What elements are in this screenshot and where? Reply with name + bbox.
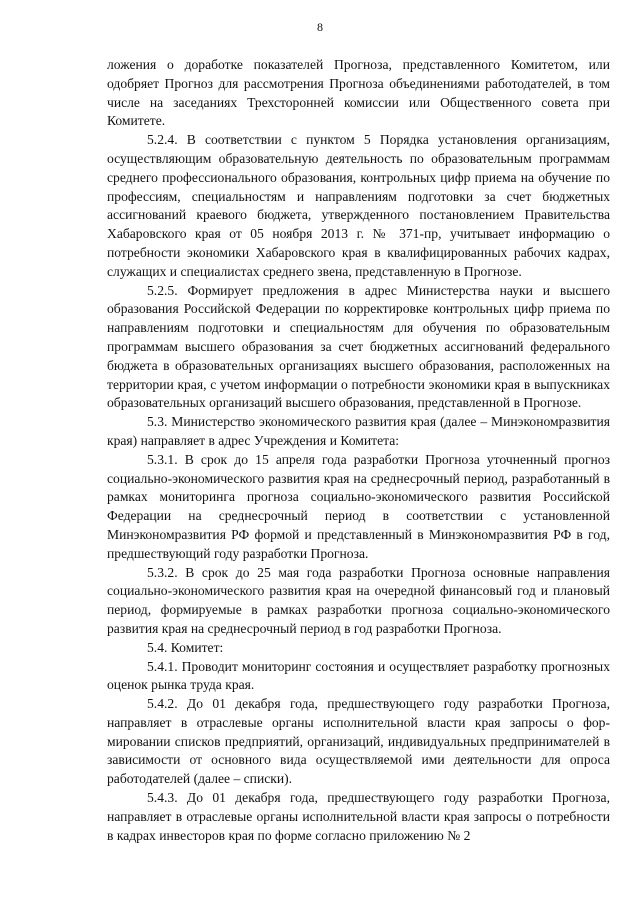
paragraph-5-4: 5.4. Комитет: — [147, 639, 224, 655]
paragraph-5-2-4: 5.2.4. В соответствии с пунктом 5 Порядка установления организациям, осуществляющим образовательную деятельность по образовательным программам среднего профессионального образования, контрольных цифр приема на обучение по профессиям, специальностям и направлениям подготовки за счет бюджетных ассигнований краевого бюджета, утвержденного постановлением Правительства Хабаровского края от 05 ноября 2013 г. № 371-пр, учитывает информацию о потребности экономики Хабаровского края в квалифицированных рабочих кадрах, служащих и специалистах среднего звена, представленную в Прогнозе. — [107, 132, 610, 279]
paragraph-5-3-1: 5.3.1. В срок до 15 апреля года разработки Прогноза уточненный прогноз социально-экономического развития края на среднесрочный период, разработанный в рамках мониторинга прогноза социально-экономического развития Российской Федерации на среднесрочный период в соответствии с установленной Минэкономразвития РФ формой и представленный в Минэкономразвития РФ в год, предшествующий году разработки Прогноза. — [107, 451, 610, 561]
paragraph-5-4-2: 5.4.2. До 01 декабря года, предшествующего году разработки Прогноза, направляет в отраслевые органы исполнительной власти края запросы о формировании списков предприятий, организаций, индивидуальных предпринимателей в зависимости от основного вида осуществляемой ими деятельности для опроса работодателей (далее – списки). — [107, 696, 610, 787]
paragraph-continuation: ложения о доработке показателей Прогноза, представленного Комитетом, или одобряет Прогноз для рассмотрения Прогноза объединениями работодателей, в том числе на заседаниях Трехсторонней комиссии или Общественного совета при Комитете. — [107, 57, 610, 129]
paragraph-5-4-3: 5.4.3. До 01 декабря года, предшествующего году разработки Прогноза, направляет в отраслевые органы исполнительной власти края запросы о потребности в кадрах инвесторов края по форме согласно приложению № 2 — [107, 790, 610, 843]
page-number: 8 — [317, 20, 323, 34]
document-body — [107, 56, 610, 845]
paragraph-5-4-1: 5.4.1. Проводит мониторинг состояния и осуществляет разработку прогнозных оценок рынка труда края. — [107, 658, 610, 693]
paragraph-5-2-5: 5.2.5. Формирует предложения в адрес Министерства науки и высшего образования Российской Федерации по корректировке контрольных цифр приема по направлениям подготовки и специальностям для обучения по образовательным программам высшего образования за счет бюджетных ассигнований федерального бюджета в образовательных организациях высшего образования, расположенных на территории края, с учетом информации о потребности экономики края в выпускниках образовательных организаций высшего образования, представленной в Прогнозе. — [107, 282, 610, 411]
paragraph-5-3: 5.3. Министерство экономического развития края (далее – Минэкономразвития края) направляет в адрес Учреждения и Комитета: — [107, 414, 610, 448]
paragraph-5-3-2: 5.3.2. В срок до 25 мая года разработки Прогноза основные направления социально-экономического развития края на очередной финансовый год и плановый период, формируемые в рамках разработки прогноза социально-экономического развития края на среднесрочный период в год разработки Прогноза. — [107, 564, 610, 636]
